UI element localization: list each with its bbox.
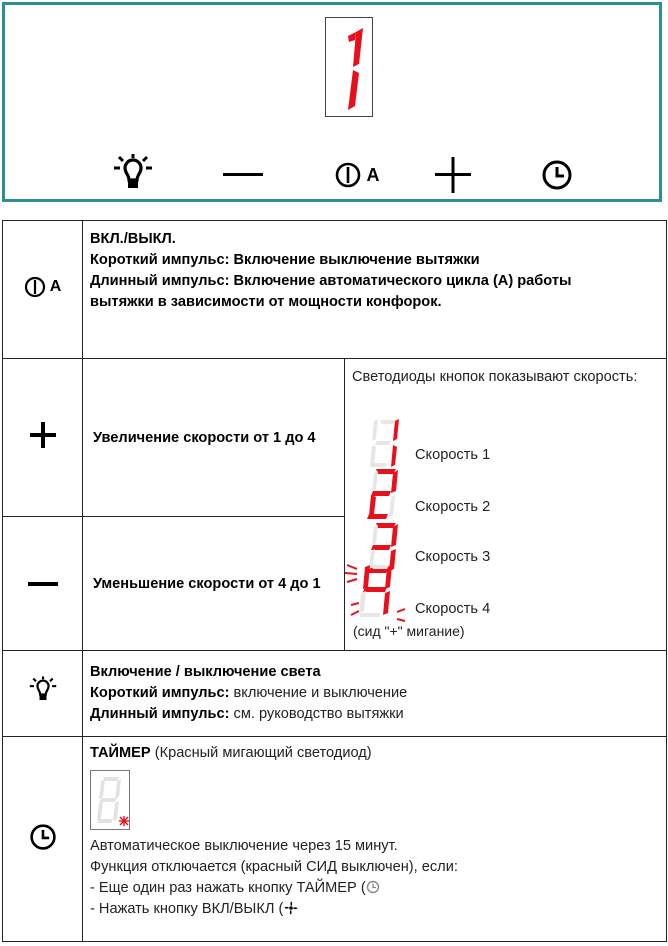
speed-3-label: Скорость 3	[415, 549, 491, 565]
timer-icon-cell	[3, 737, 83, 942]
speeds-intro: Светодиоды кнопок показывают скорость:	[352, 369, 638, 385]
onoff-auto-note: вытяжки в зависимости от мощности конфорок.	[90, 294, 442, 310]
control-panel	[2, 2, 662, 202]
auto-letter: A	[366, 164, 380, 185]
timer-display	[90, 770, 130, 830]
fan-icon	[283, 900, 299, 916]
light-long-label: Длинный импульс:	[90, 706, 230, 722]
light-title: Включение / выключение света	[90, 664, 321, 680]
onoff-icon-cell	[3, 221, 83, 359]
timer-line-2: Функция отключается (красный СИД выключен), если:	[90, 859, 458, 875]
speed-1-digit	[365, 417, 405, 469]
speed-2-digit	[363, 467, 403, 521]
plus-icon-cell	[3, 359, 83, 517]
light-icon-cell	[3, 651, 83, 737]
clock-icon[interactable]	[537, 153, 577, 197]
speed-1-label: Скорость 1	[415, 447, 491, 463]
speed-4-label: Скорость 4	[415, 601, 491, 617]
light-short-label: Короткий импульс:	[90, 685, 230, 701]
onoff-title: ВКЛ./ВЫКЛ.	[90, 231, 176, 247]
timer-small-icon	[366, 880, 380, 894]
seven-segment-digit	[326, 18, 371, 115]
speed-display	[325, 17, 373, 117]
timer-line-4: - Нажать кнопку ВКЛ/ВЫКЛ (	[90, 901, 284, 917]
timer-title-note: (Красный мигающий светодиод)	[150, 745, 372, 761]
light-bulb-icon	[27, 676, 59, 706]
onoff-description-cell	[83, 221, 667, 359]
power-icon	[24, 276, 46, 298]
auto-letter: A	[49, 278, 62, 295]
table-row-onoff	[3, 221, 667, 359]
speed-2-label: Скорость 2	[415, 499, 491, 515]
clock-icon	[29, 823, 57, 851]
timer-line-1: Автоматическое выключение через 15 минут.	[90, 838, 398, 854]
timer-title: ТАЙМЕР	[90, 745, 151, 761]
speed-4-note: (сид "+" мигание)	[353, 623, 465, 639]
minus-icon	[28, 582, 58, 588]
table-row-light	[3, 651, 667, 737]
plus-description: Увеличение скорости от 1 до 4	[93, 429, 316, 446]
light-long-text: см. руководство вытяжки	[229, 706, 404, 722]
plus-icon[interactable]	[433, 153, 473, 197]
onoff-long-press: Длинный импульс: Включение автоматического цикла (А) работы	[90, 273, 572, 289]
power-icon	[335, 162, 361, 188]
minus-icon[interactable]	[221, 153, 265, 197]
plus-icon	[30, 422, 56, 448]
minus-description: Уменьшение скорости от 4 до 1	[93, 575, 321, 592]
light-description-cell	[83, 651, 667, 737]
timer-led-icon	[119, 816, 129, 826]
power-auto-icon[interactable]	[323, 153, 391, 197]
minus-description-cell	[83, 517, 345, 651]
table-row-plus	[3, 359, 667, 517]
functions-table	[2, 220, 667, 942]
speed-4-digit	[345, 557, 413, 627]
timer-line-3: - Еще один раз нажать кнопку ТАЙМЕР (	[90, 880, 366, 896]
light-short-text: включение и выключение	[229, 685, 408, 701]
light-bulb-icon[interactable]	[107, 153, 159, 197]
table-row-timer	[3, 737, 667, 942]
minus-icon-cell	[3, 517, 83, 651]
plus-description-cell	[83, 359, 345, 517]
onoff-short-press: Короткий импульс: Включение выключение вытяжки	[90, 252, 480, 268]
speeds-cell	[345, 359, 667, 651]
timer-description-cell	[83, 737, 667, 942]
